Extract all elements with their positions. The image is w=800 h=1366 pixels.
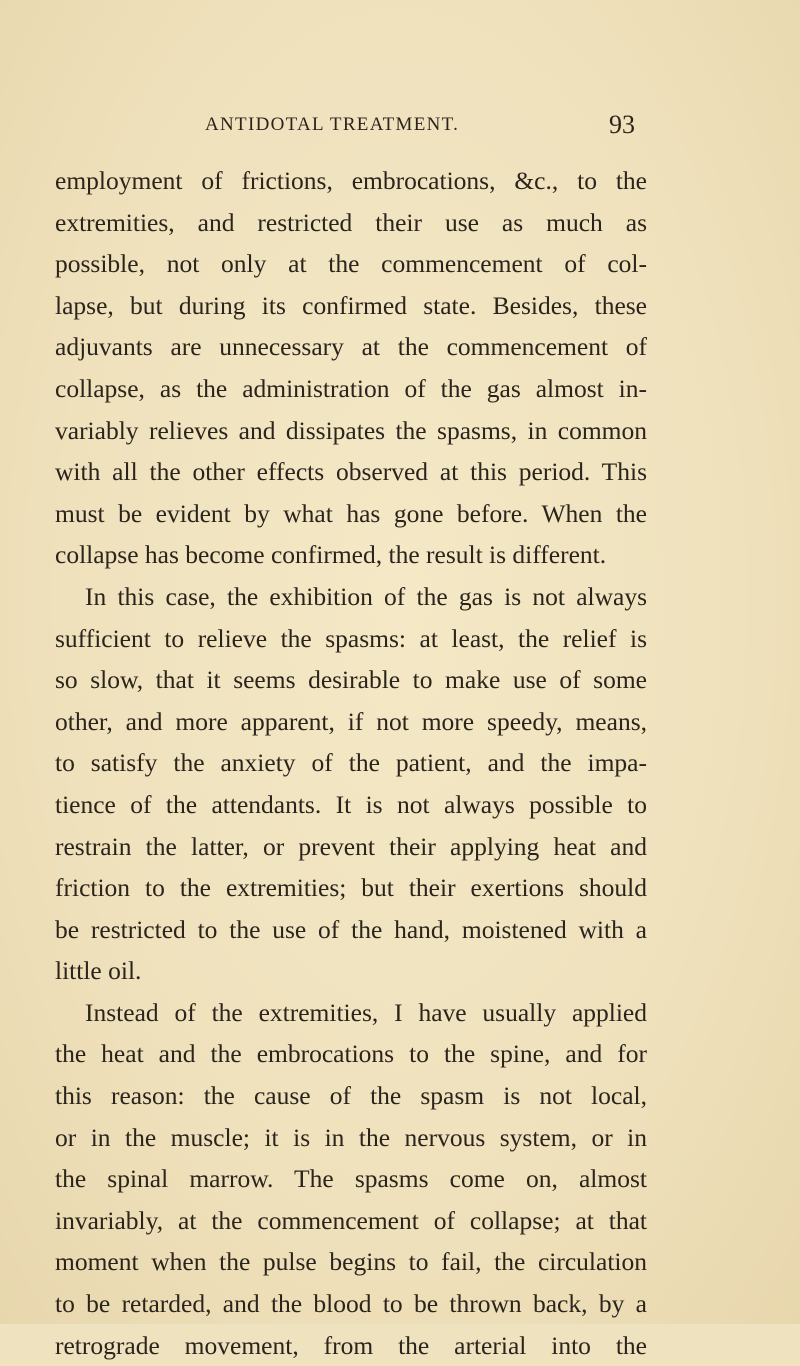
text-line: collapse has become confirmed, the result is different.: [55, 540, 607, 570]
text-line: with all the other effects observed at this period. This: [55, 457, 647, 487]
text-line: or in the muscle; it is in the nervous system, or in: [55, 1122, 647, 1152]
text-line: friction to the extremities; but their exertions should: [55, 873, 647, 903]
running-title: ANTIDOTAL TREATMENT.: [205, 114, 460, 135]
text-line: this reason: the cause of the spasm is not local,: [55, 1081, 647, 1111]
paragraph-start-line: In this case, the exhibition of the gas is not always: [85, 581, 647, 611]
text-line: restrain the latter, or prevent their applying heat and: [55, 831, 647, 861]
page-number: 93: [609, 110, 635, 139]
text-line: must be evident by what has gone before. When the: [55, 498, 647, 528]
text-line: lapse, but during its confirmed state. Besides, these: [55, 290, 647, 320]
text-line: tience of the attendants. It is not always possible to: [55, 789, 647, 819]
text-line: variably relieves and dissipates the spasms, in common: [55, 415, 647, 445]
text-line: other, and more apparent, if not more speedy, means,: [55, 706, 647, 736]
text-line: invariably, at the commencement of collapse; at that: [55, 1205, 647, 1235]
text-line: sufficient to relieve the spasms: at least, the relief is: [55, 623, 647, 653]
text-line: extremities, and restricted their use as much as: [55, 207, 647, 237]
running-head: [205, 110, 635, 140]
text-line: to satisfy the anxiety of the patient, and the impa-: [55, 748, 647, 778]
text-line: the heat and the embrocations to the spine, and for: [55, 1039, 647, 1069]
text-line: moment when the pulse begins to fail, the circulation: [55, 1247, 647, 1277]
text-line: collapse, as the administration of the gas almost in-: [55, 373, 647, 403]
text-line: employment of frictions, embrocations, &c., to the: [55, 166, 647, 195]
text-line: the spinal marrow. The spasms come on, almost: [55, 1164, 647, 1194]
paragraph-start-line: Instead of the extremities, I have usually applied: [85, 997, 647, 1027]
body-text: [55, 160, 647, 1366]
text-line: possible, not only at the commencement of col-: [55, 249, 647, 279]
text-line: adjuvants are unnecessary at the commencement of: [55, 332, 647, 362]
text-line: be restricted to the use of the hand, moistened with a: [55, 914, 647, 944]
text-line: to be retarded, and the blood to be thrown back, by a: [55, 1289, 647, 1319]
text-line: little oil.: [55, 956, 142, 986]
text-line: so slow, that it seems desirable to make use of some: [55, 665, 647, 695]
text-line: retrograde movement, from the arterial into the: [55, 1330, 647, 1360]
